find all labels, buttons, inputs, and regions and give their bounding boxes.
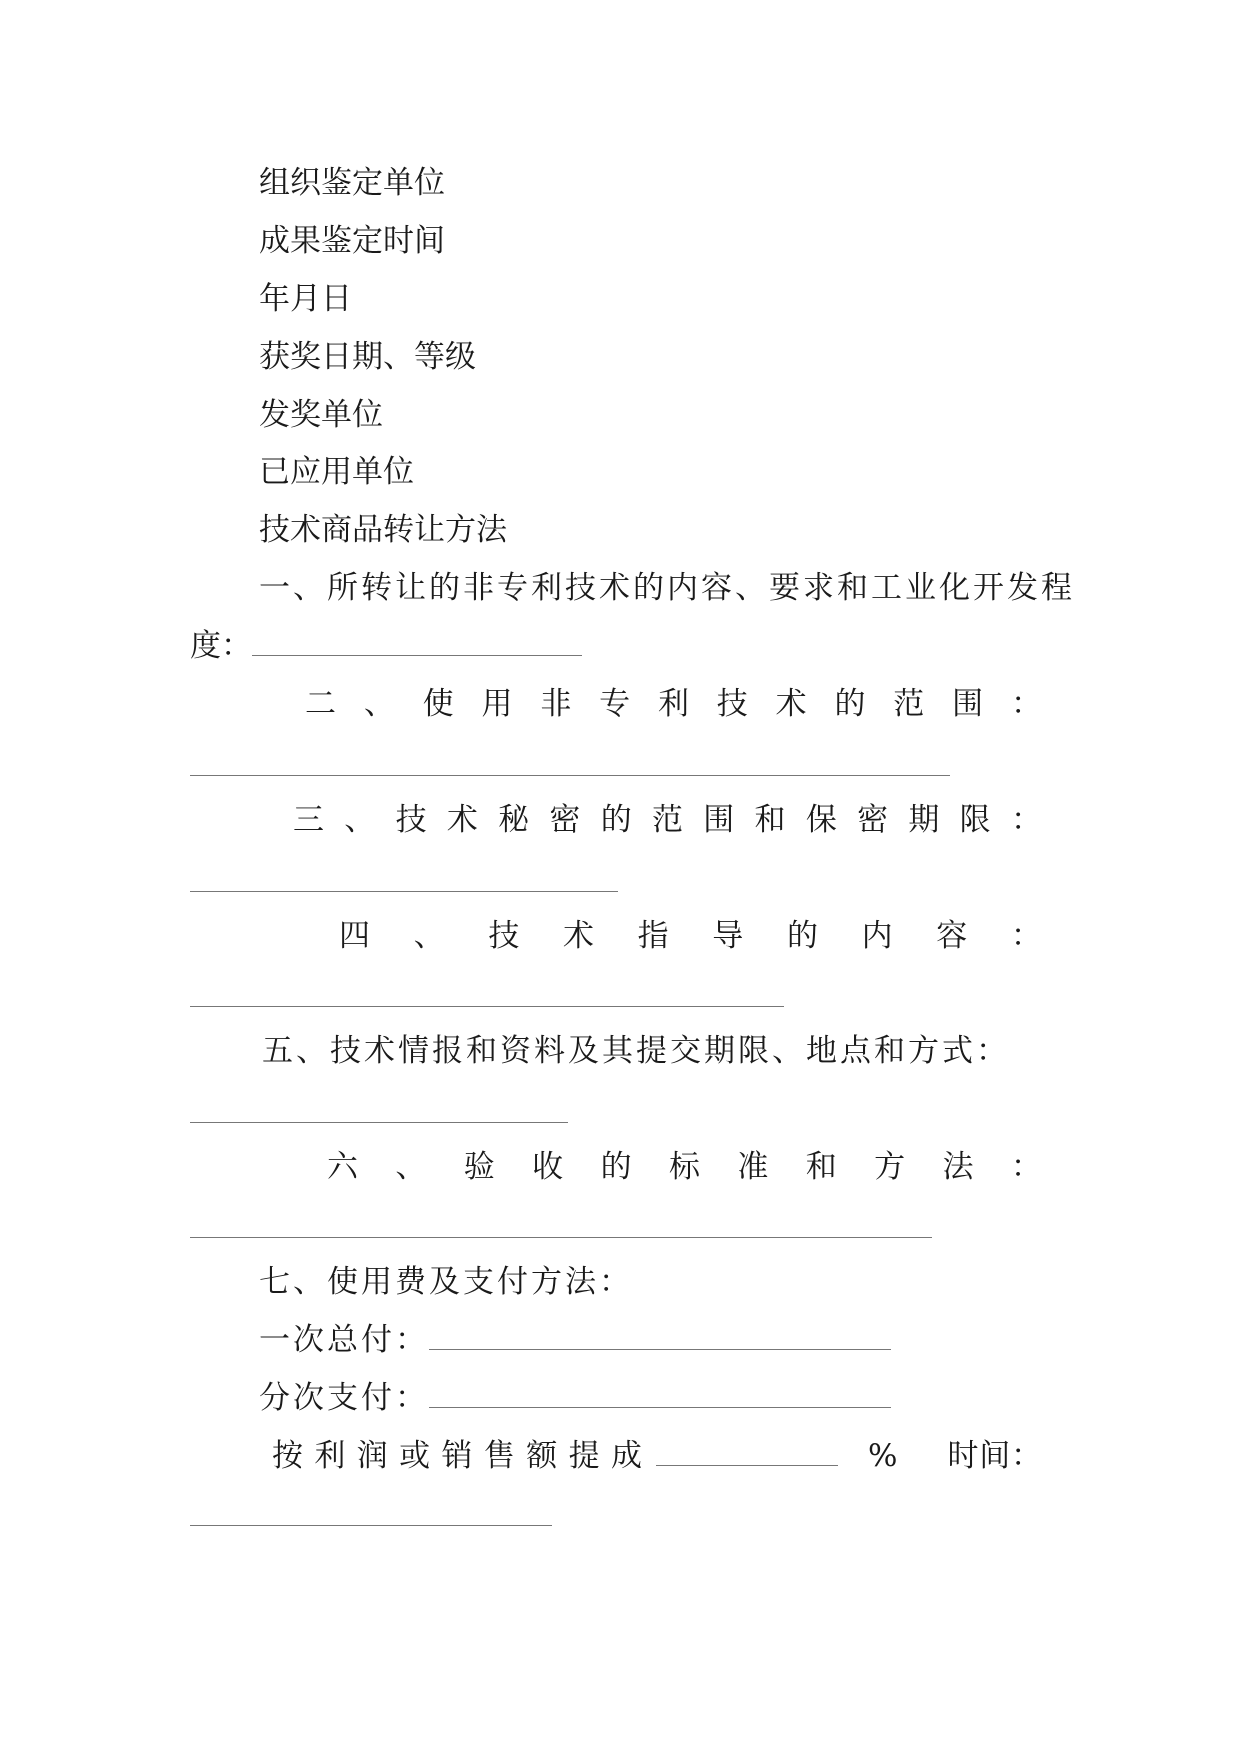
s6-chars-char: 的 xyxy=(600,1149,632,1185)
s3-chars-char: 、 xyxy=(344,802,376,838)
s3-chars-char: 密 xyxy=(857,802,889,838)
s4-chars-char: 导 xyxy=(712,918,744,954)
s2-chars-char: 二 xyxy=(305,686,336,722)
s6-chars-char: 方 xyxy=(874,1149,906,1185)
lump-sum-row xyxy=(259,1320,891,1360)
s3-chars-char: 围 xyxy=(703,802,735,838)
field-appraisal-time: 成果鉴定时间 xyxy=(259,223,445,259)
installment-row xyxy=(259,1378,891,1418)
installment-blank[interactable] xyxy=(429,1381,891,1408)
time-label xyxy=(947,1436,1042,1476)
s4-chars-char: 术 xyxy=(562,918,594,954)
s4-chars-char: 四 xyxy=(339,918,370,954)
royalty-chars-char: 提 xyxy=(568,1438,600,1474)
royalty-chars-char: 售 xyxy=(483,1438,515,1474)
royalty-label xyxy=(272,1436,642,1476)
section-4-heading xyxy=(339,916,1042,956)
s3-chars-char: 技 xyxy=(395,802,427,838)
royalty-chars-char: 销 xyxy=(441,1438,473,1474)
s3-chars-char: 范 xyxy=(651,802,683,838)
s4-chars-char: 、 xyxy=(413,918,445,954)
section-1-line-2 xyxy=(190,626,582,666)
s4-chars-char: 指 xyxy=(637,918,669,954)
s2-chars-char: 术 xyxy=(775,686,807,722)
s2-chars-char: 、 xyxy=(363,686,395,722)
royalty-percent-blank[interactable] xyxy=(656,1439,838,1466)
s3-chars-char: 期 xyxy=(908,802,940,838)
s6-chars-char: 、 xyxy=(395,1149,427,1185)
s2-chars-char: ： xyxy=(1010,686,1042,722)
installment-label: 分次支付： xyxy=(259,1380,429,1416)
section-3-blank[interactable] xyxy=(190,891,618,892)
s4-chars-char: 内 xyxy=(861,918,893,954)
lump-sum-label: 一次总付： xyxy=(259,1322,429,1358)
s3-chars-char: 密 xyxy=(549,802,581,838)
section-6-blank[interactable] xyxy=(190,1237,932,1238)
s2-chars-char: 用 xyxy=(481,686,513,722)
section-2-heading xyxy=(305,684,1042,724)
field-award-date-level: 获奖日期、等级 xyxy=(259,339,476,375)
royalty-chars-char: 润 xyxy=(356,1438,388,1474)
s4-chars-char: 容 xyxy=(936,918,968,954)
s2-chars-char: 的 xyxy=(834,686,866,722)
time-chars-char: 时 xyxy=(947,1438,979,1474)
royalty-chars-char: 利 xyxy=(314,1438,346,1474)
s4-chars-char: 的 xyxy=(786,918,818,954)
section-3-heading xyxy=(293,800,1042,840)
time-chars-char: ： xyxy=(1011,1438,1042,1474)
s6-chars-char: 验 xyxy=(463,1149,495,1185)
s2-chars-char: 围 xyxy=(952,686,984,722)
royalty-chars-char: 额 xyxy=(526,1438,558,1474)
percent-sign: % xyxy=(868,1438,898,1474)
s6-chars-char: 收 xyxy=(532,1149,564,1185)
s3-chars-char: ： xyxy=(1010,802,1042,838)
s6-chars-char: 六 xyxy=(327,1149,358,1185)
s2-chars-char: 专 xyxy=(599,686,631,722)
s2-chars-char: 技 xyxy=(716,686,748,722)
section-2-blank[interactable] xyxy=(190,775,950,776)
s3-chars-char: 三 xyxy=(293,802,324,838)
field-transfer-method: 技术商品转让方法 xyxy=(259,512,507,548)
section-1-line-1: 一、所转让的非专利技术的内容、要求和工业化开发程 xyxy=(259,570,1075,606)
field-date: 年月日 xyxy=(259,281,352,317)
s3-chars-char: 保 xyxy=(805,802,837,838)
royalty-chars-char: 按 xyxy=(272,1438,303,1474)
s6-chars-char: 标 xyxy=(668,1149,700,1185)
time-blank[interactable] xyxy=(190,1525,552,1526)
section-4-blank[interactable] xyxy=(190,1006,784,1007)
field-applied-unit: 已应用单位 xyxy=(259,454,414,490)
field-award-unit: 发奖单位 xyxy=(259,397,383,433)
lump-sum-blank[interactable] xyxy=(429,1323,891,1350)
s6-chars-char: 准 xyxy=(737,1149,769,1185)
s2-chars-char: 非 xyxy=(540,686,572,722)
s6-chars-char: ： xyxy=(1010,1149,1042,1185)
s4-chars-char: 技 xyxy=(488,918,520,954)
time-chars-char: 间 xyxy=(979,1438,1011,1474)
section-6-heading xyxy=(327,1147,1042,1187)
s6-chars-char: 法 xyxy=(942,1149,974,1185)
section-5-heading: 五、技术情报和资料及其提交期限、地点和方式： xyxy=(262,1033,1010,1069)
s4-chars-char: ： xyxy=(1010,918,1042,954)
s3-chars-char: 秘 xyxy=(498,802,530,838)
royalty-chars-char: 或 xyxy=(399,1438,431,1474)
section-7-heading: 七、使用费及支付方法： xyxy=(259,1264,633,1300)
s6-chars-char: 和 xyxy=(805,1149,837,1185)
royalty-chars-char: 成 xyxy=(611,1438,642,1474)
s2-chars-char: 使 xyxy=(422,686,454,722)
royalty-row xyxy=(272,1436,1042,1476)
section-5-blank[interactable] xyxy=(190,1122,568,1123)
section-1-label: 度： xyxy=(190,628,252,664)
s3-chars-char: 术 xyxy=(446,802,478,838)
section-1-blank[interactable] xyxy=(252,629,582,656)
s3-chars-char: 的 xyxy=(600,802,632,838)
s3-chars-char: 限 xyxy=(959,802,991,838)
s2-chars-char: 范 xyxy=(893,686,925,722)
field-org-unit: 组织鉴定单位 xyxy=(259,165,445,201)
s2-chars-char: 利 xyxy=(657,686,689,722)
s3-chars-char: 和 xyxy=(754,802,786,838)
